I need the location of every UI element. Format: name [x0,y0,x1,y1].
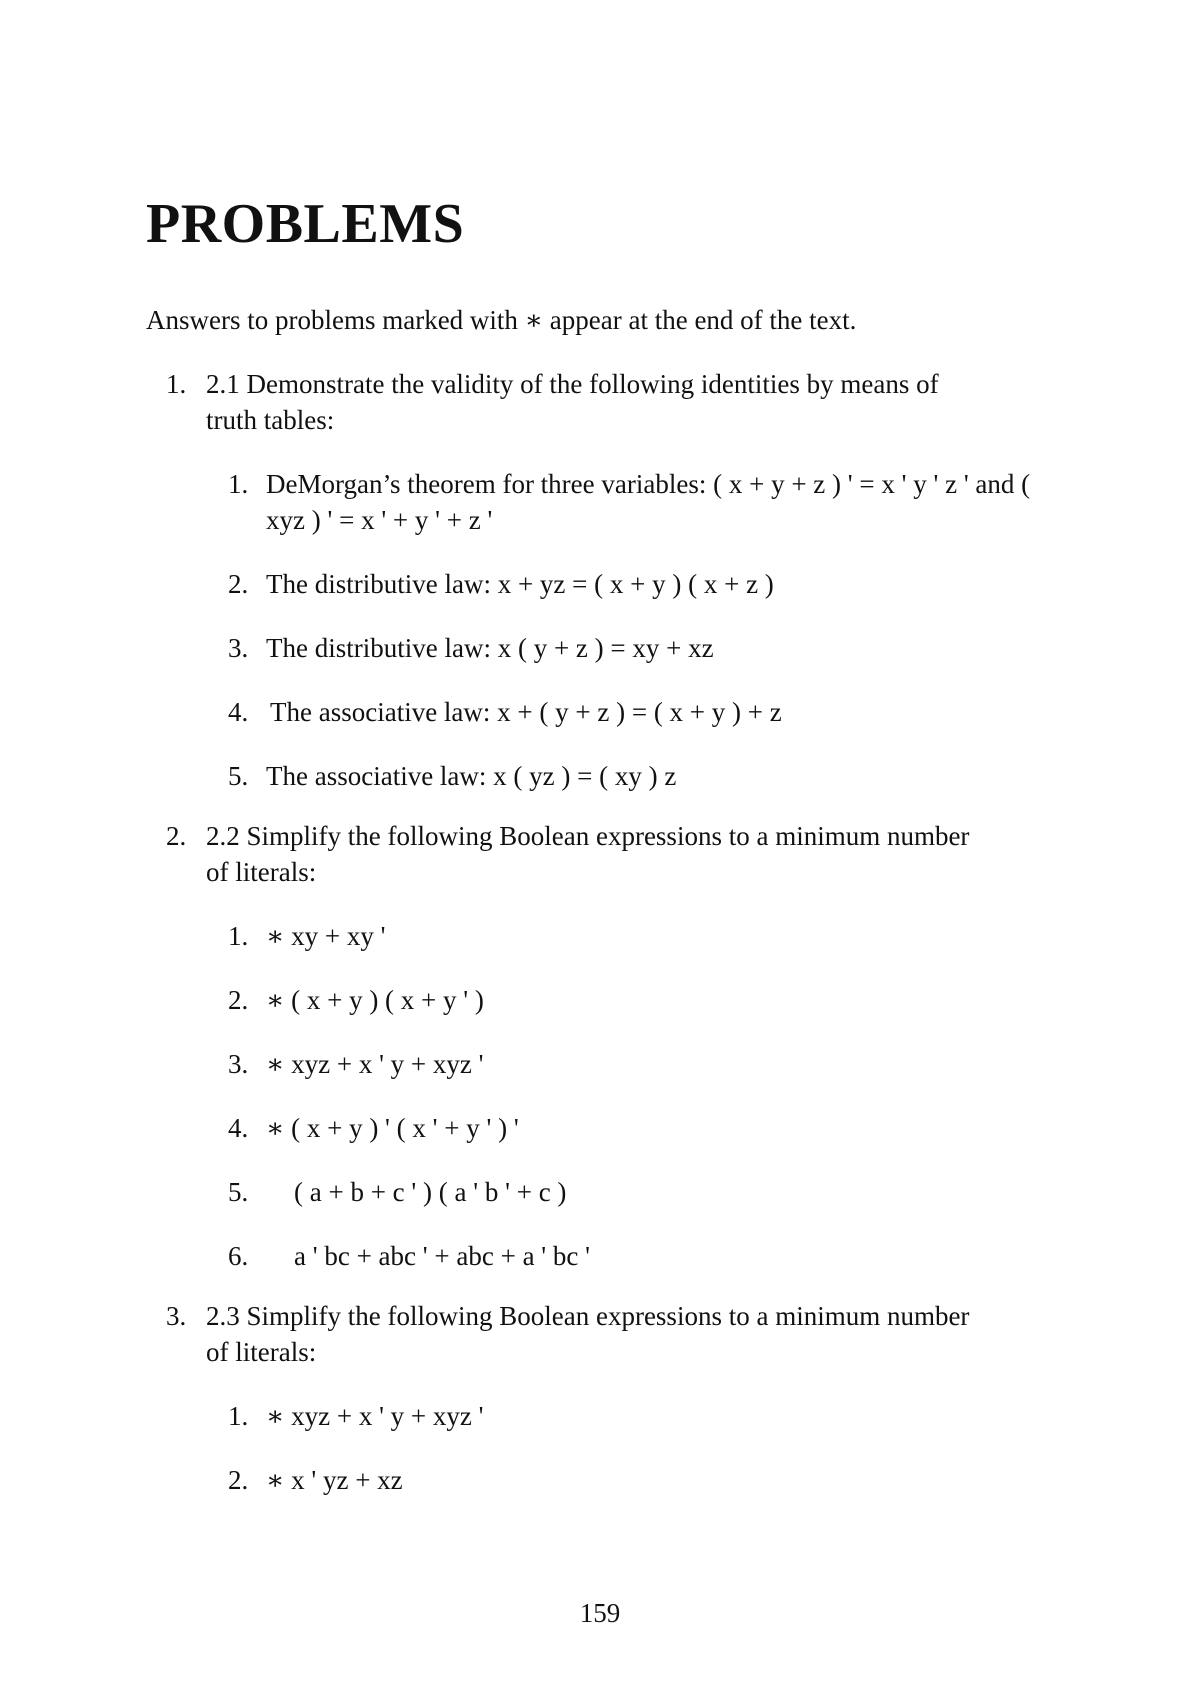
subproblem-item [206,758,1066,794]
subproblem-item [206,1174,1066,1210]
problem-number: 3. [166,1301,187,1331]
subproblem-number: 3. [228,633,249,663]
page-number: 159 [579,1598,621,1628]
subproblem-text: a ' bc + abc ' + abc + a ' bc ' [294,1241,591,1271]
subproblem-item [206,918,1066,954]
subproblem-item [206,1046,1066,1082]
problem-item [146,818,1066,1274]
subproblem-text: ∗ ( x + y ) ( x + y ' ) [266,985,484,1015]
subproblem-number: 5. [228,761,249,791]
problem-number: 1. [166,369,187,399]
subproblem-text: ∗ xyz + x ' y + xyz ' [266,1049,484,1079]
problem-number: 2. [166,821,187,851]
subproblem-number: 6. [228,1241,249,1271]
page-title: PROBLEMS [146,193,465,255]
intro-text: Answers to problems marked with ∗ appear at the end of the text. [146,305,857,335]
subproblem-number: 2. [228,1465,249,1495]
subproblem-text: The distributive law: x ( y + z ) = xy + xz [266,633,714,663]
subproblem-item [206,630,1066,666]
subproblem-number: 4. [228,1113,249,1143]
subproblem-number: 1. [228,1401,249,1431]
problem-list [146,366,1066,1522]
subproblem-item [206,566,1066,602]
subproblem-item [206,1398,1066,1434]
subproblem-text: ∗ xyz + x ' y + xyz ' [266,1401,484,1431]
subproblem-text: ∗ xy + xy ' [266,921,386,951]
subproblem-number: 5. [228,1177,249,1207]
subproblem-number: 4. [228,697,249,727]
subproblem-text: DeMorgan’s theorem for three variables: ( x + y + z ) ' = x ' y ' z ' and ( xyz ) ' = x ' + y ' + z ' [266,469,1031,535]
subproblem-item [206,694,1066,730]
subproblem-item [206,1462,1066,1498]
problem-text: 2.3 Simplify the following Boolean expressions to a minimum number of literals: [206,1301,970,1367]
subproblem-number: 2. [228,569,249,599]
subproblem-item [206,1238,1066,1274]
subproblem-text: ∗ ( x + y ) ' ( x ' + y ' ) ' [266,1113,519,1143]
subproblem-text: The associative law: x + ( y + z ) = ( x + y ) + z [270,697,782,727]
subproblem-number: 1. [228,921,249,951]
subproblem-text: ( a + b + c ' ) ( a ' b ' + c ) [294,1177,567,1207]
subproblem-text: ∗ x ' yz + xz [266,1465,403,1495]
subproblem-item [206,1110,1066,1146]
problem-text: 2.1 Demonstrate the validity of the following identities by means of truth tables: [206,369,939,435]
subproblem-number: 1. [228,469,249,499]
subproblem-number: 3. [228,1049,249,1079]
subproblem-item [206,466,1066,538]
subproblem-item [206,982,1066,1018]
subproblem-text: The distributive law: x + yz = ( x + y ) ( x + z ) [266,569,774,599]
problem-item [146,366,1066,794]
subproblem-text: The associative law: x ( yz ) = ( xy ) z [266,761,677,791]
problem-item [146,1298,1066,1498]
problem-text: 2.2 Simplify the following Boolean expressions to a minimum number of literals: [206,821,970,887]
subproblem-number: 2. [228,985,249,1015]
